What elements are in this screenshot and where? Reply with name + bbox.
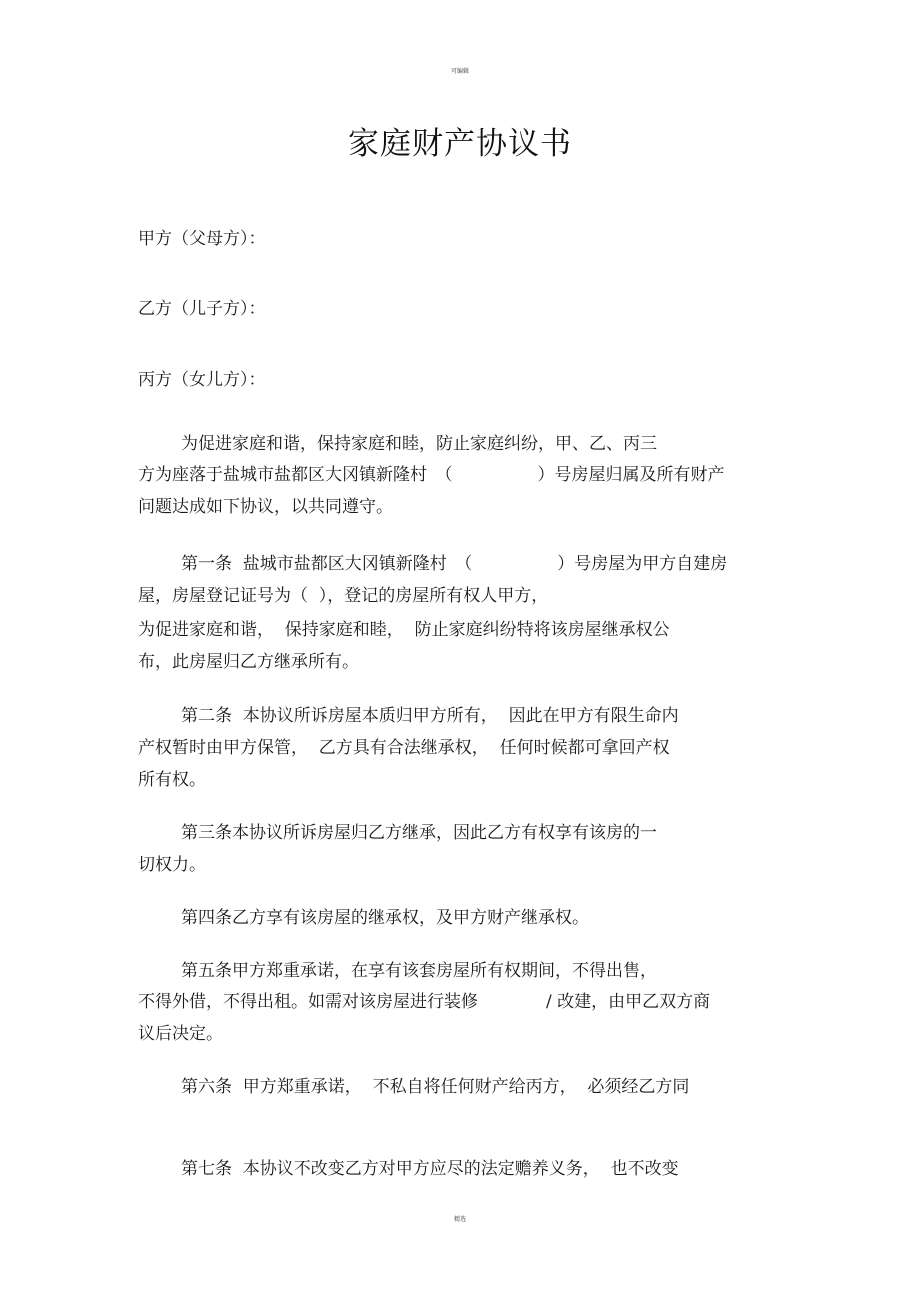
article-3-line: 第三条本协议所诉房屋归乙方继承，因此乙方有权享有该房的一 (181, 823, 657, 843)
party-b-line: 乙方（儿子方）： (138, 299, 266, 319)
article-2-line: 产权暂时由甲方保管， 乙方具有合法继承权， 任何时候都可拿回产权 (138, 738, 670, 758)
article-2-line: 所有权。 (138, 770, 206, 790)
party-c-line: 丙方（女儿方）： (138, 370, 266, 390)
article-1-line: 为促进家庭和谐， 保持家庭和睦， 防止家庭纠纷特将该房屋继承权公 (138, 620, 670, 640)
article-7-line: 第七条 本协议不改变乙方对甲方应尽的法定赡养义务， 也不改变 (181, 1159, 679, 1179)
intro-line: 问题达成如下协议，以共同遵守。 (138, 497, 393, 517)
article-6-line: 第六条 甲方郑重承诺， 不私自将任何财产给丙方， 必须经乙方同 (181, 1077, 690, 1097)
article-1-line: 屋，房屋登记证号为（ ），登记的房屋所有权人甲方， (138, 586, 549, 606)
article-1-line: 布，此房屋归乙方继承所有。 (138, 652, 359, 672)
party-a-line: 甲方（父母方）： (138, 229, 266, 249)
header-watermark: 可编辑 (450, 68, 469, 75)
intro-line: 为促进家庭和谐，保持家庭和睦，防止家庭纠纷，甲、乙、丙三 (181, 434, 657, 454)
document-title: 家庭财产协议书 (348, 126, 572, 162)
intro-line: 方为座落于盐城市盐都区大冈镇新隆村 （ ）号房屋归属及所有财产 (138, 465, 725, 485)
article-5-line: 第五条甲方郑重承诺，在享有该套房屋所有权期间，不得出售， (181, 961, 657, 981)
article-3-line: 切权力。 (138, 855, 206, 875)
article-2-line: 第二条 本协议所诉房屋本质归甲方所有， 因此在甲方有限生命内 (181, 706, 679, 726)
footer-watermark: 精选 (453, 1216, 466, 1223)
article-4-line: 第四条乙方享有该房屋的继承权，及甲方财产继承权。 (181, 908, 589, 928)
article-5-line: 不得外借，不得出租。如需对该房屋进行装修 / 改建，由甲乙双方商 (138, 992, 711, 1012)
article-1-line: 第一条 盐城市盐都区大冈镇新隆村 （ ）号房屋为甲方自建房 (181, 554, 728, 574)
article-5-line: 议后决定。 (138, 1024, 223, 1044)
